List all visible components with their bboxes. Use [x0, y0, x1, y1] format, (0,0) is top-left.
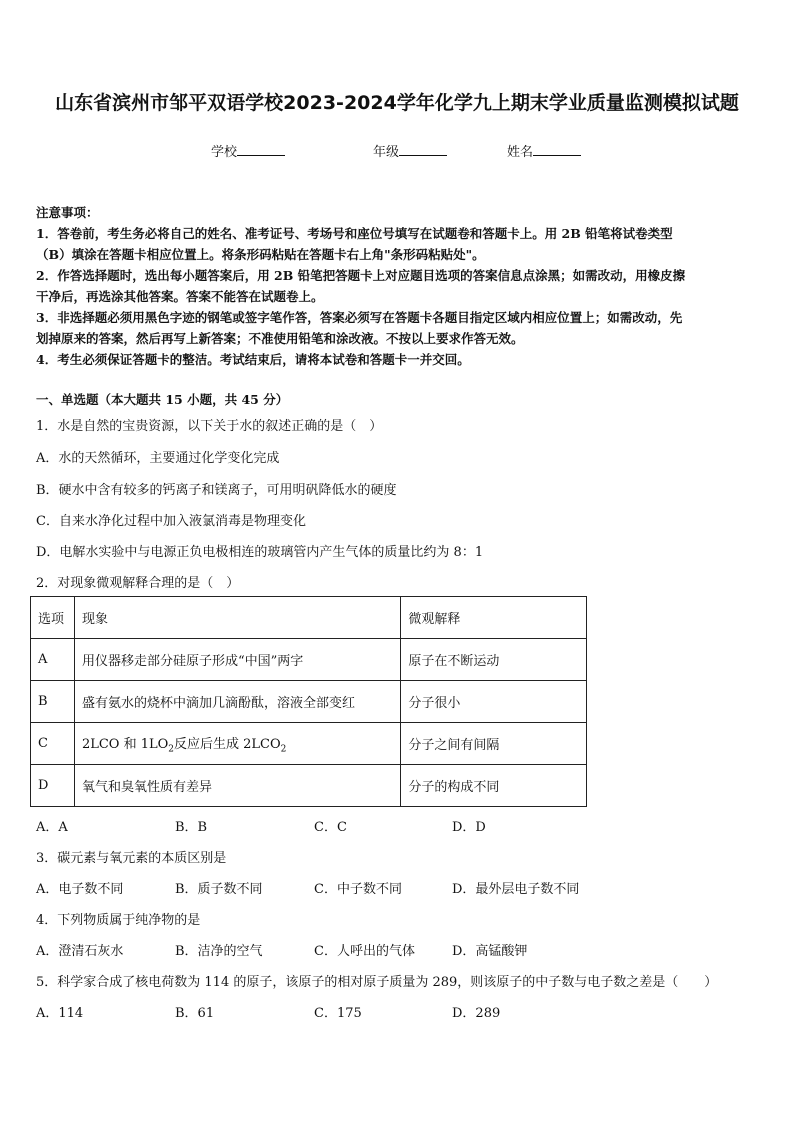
question-stem: 3．碳元素与氧元素的本质区别是 — [36, 851, 227, 866]
answer-option: C．175 — [314, 1006, 362, 1021]
answer-option: B．洁净的空气 — [175, 944, 263, 959]
grade-blank — [399, 141, 447, 156]
school-field — [211, 141, 285, 160]
formula-subscript: 2 — [280, 744, 287, 755]
answer-option: B．61 — [175, 1006, 215, 1021]
question-option: A．水的天然循环，主要通过化学变化完成 — [36, 451, 280, 466]
question-table — [30, 596, 587, 807]
table-header-row — [31, 597, 587, 639]
answer-option: A．114 — [36, 1006, 84, 1021]
question-option: B．硬水中含有较多的钙离子和镁离子，可用明矾降低水的硬度 — [36, 483, 397, 498]
answer-option: D．最外层电子数不同 — [452, 882, 580, 897]
table-cell-explanation: 原子在不断运动 — [401, 639, 587, 681]
question-option: C．自来水净化过程中加入液氯消毒是物理变化 — [36, 514, 306, 529]
table-cell-option: C — [31, 723, 75, 765]
notice-line: 2．作答选择题时，选出每小题答案后，用 2B 铅笔把答题卡上对应题目选项的答案信息点涂黑；如需改动，用橡皮擦 — [36, 268, 686, 283]
formula-text: 2LCO 和 1LO — [81, 736, 169, 752]
notice-line: 3．非选择题必须用黑色字迹的钢笔或签字笔作答，答案必须写在答题卡各题目指定区域内相应位置上；如需改动，先 — [36, 310, 683, 325]
notice-line: 干净后，再选涂其他答案。答案不能答在试题卷上。 — [36, 289, 324, 304]
table-cell-option: D — [31, 765, 75, 807]
answer-option: B．质子数不同 — [175, 882, 263, 897]
section-heading: 一、单选题（本大题共 15 小题，共 45 分） — [36, 392, 289, 407]
formula-subscript: 2 — [168, 744, 175, 755]
formula-text: 反应后生成 2LCO — [174, 736, 281, 752]
question-stem: 1．水是自然的宝贵资源，以下关于水的叙述正确的是（ ） — [36, 419, 383, 434]
notice-line: （B）填涂在答题卡相应位置上。将条形码粘贴在答题卡右上角"条形码粘贴处"。 — [36, 247, 485, 262]
school-label: 学校 — [211, 145, 238, 160]
answer-option: C．C — [314, 820, 347, 835]
table-cell-phenomenon: 盛有氨水的烧杯中滴加几滴酚酞，溶液全部变红 — [74, 681, 400, 723]
name-label: 姓名 — [507, 145, 534, 160]
school-blank — [237, 141, 285, 156]
notice-heading: 注意事项： — [36, 205, 99, 220]
table-cell-explanation: 分子的构成不同 — [401, 765, 587, 807]
answer-option: A．澄清石灰水 — [36, 944, 124, 959]
table-header-cell: 微观解释 — [401, 597, 587, 639]
table-row — [31, 765, 587, 807]
answer-option: A．A — [36, 820, 68, 835]
page-title: 山东省滨州市邹平双语学校2023-2024学年化学九上期末学业质量监测模拟试题 — [55, 92, 739, 114]
question-option: D．电解水实验中与电源正负电极相连的玻璃管内产生气体的质量比约为 8：1 — [36, 545, 484, 560]
notice-line: 4．考生必须保证答题卡的整洁。考试结束后，请将本试卷和答题卡一并交回。 — [36, 352, 470, 367]
answer-option: D．高锰酸钾 — [452, 944, 528, 959]
table-header-cell: 选项 — [31, 597, 75, 639]
answer-option: C．中子数不同 — [314, 882, 402, 897]
name-field — [507, 141, 581, 160]
question-stem: 4．下列物质属于纯净物的是 — [36, 913, 201, 928]
table-cell-explanation: 分子很小 — [401, 681, 587, 723]
table-cell-option: A — [31, 639, 75, 681]
notice-line: 划掉原来的答案，然后再写上新答案；不准使用铅笔和涂改液。不按以上要求作答无效。 — [36, 331, 524, 346]
table-cell-phenomenon — [74, 723, 400, 765]
table-row — [31, 639, 587, 681]
table-row — [31, 723, 587, 765]
question-stem: 2．对现象微观解释合理的是（ ） — [36, 576, 240, 591]
table-cell-option: B — [31, 681, 75, 723]
table-row — [31, 681, 587, 723]
table-cell-phenomenon: 氧气和臭氧性质有差异 — [74, 765, 400, 807]
table-cell-phenomenon: 用仪器移走部分硅原子形成“中国”两字 — [74, 639, 400, 681]
answer-option: D．289 — [452, 1006, 501, 1021]
table-cell-explanation: 分子之间有间隔 — [401, 723, 587, 765]
answer-option: A．电子数不同 — [36, 882, 124, 897]
answer-option: D．D — [452, 820, 486, 835]
grade-field — [373, 141, 447, 160]
answer-option: B．B — [175, 820, 208, 835]
grade-label: 年级 — [373, 145, 400, 160]
name-blank — [533, 141, 581, 156]
table-header-cell: 现象 — [74, 597, 400, 639]
question-stem: 5．科学家合成了核电荷数为 114 的原子，该原子的相对原子质量为 289，则该原子的中子数与电子数之差是（ ） — [36, 975, 718, 990]
notice-line: 1．答卷前，考生务必将自己的姓名、准考证号、考场号和座位号填写在试题卷和答题卡上。用 2B 铅笔将试卷类型 — [36, 226, 673, 241]
answer-option: C．人呼出的气体 — [314, 944, 415, 959]
